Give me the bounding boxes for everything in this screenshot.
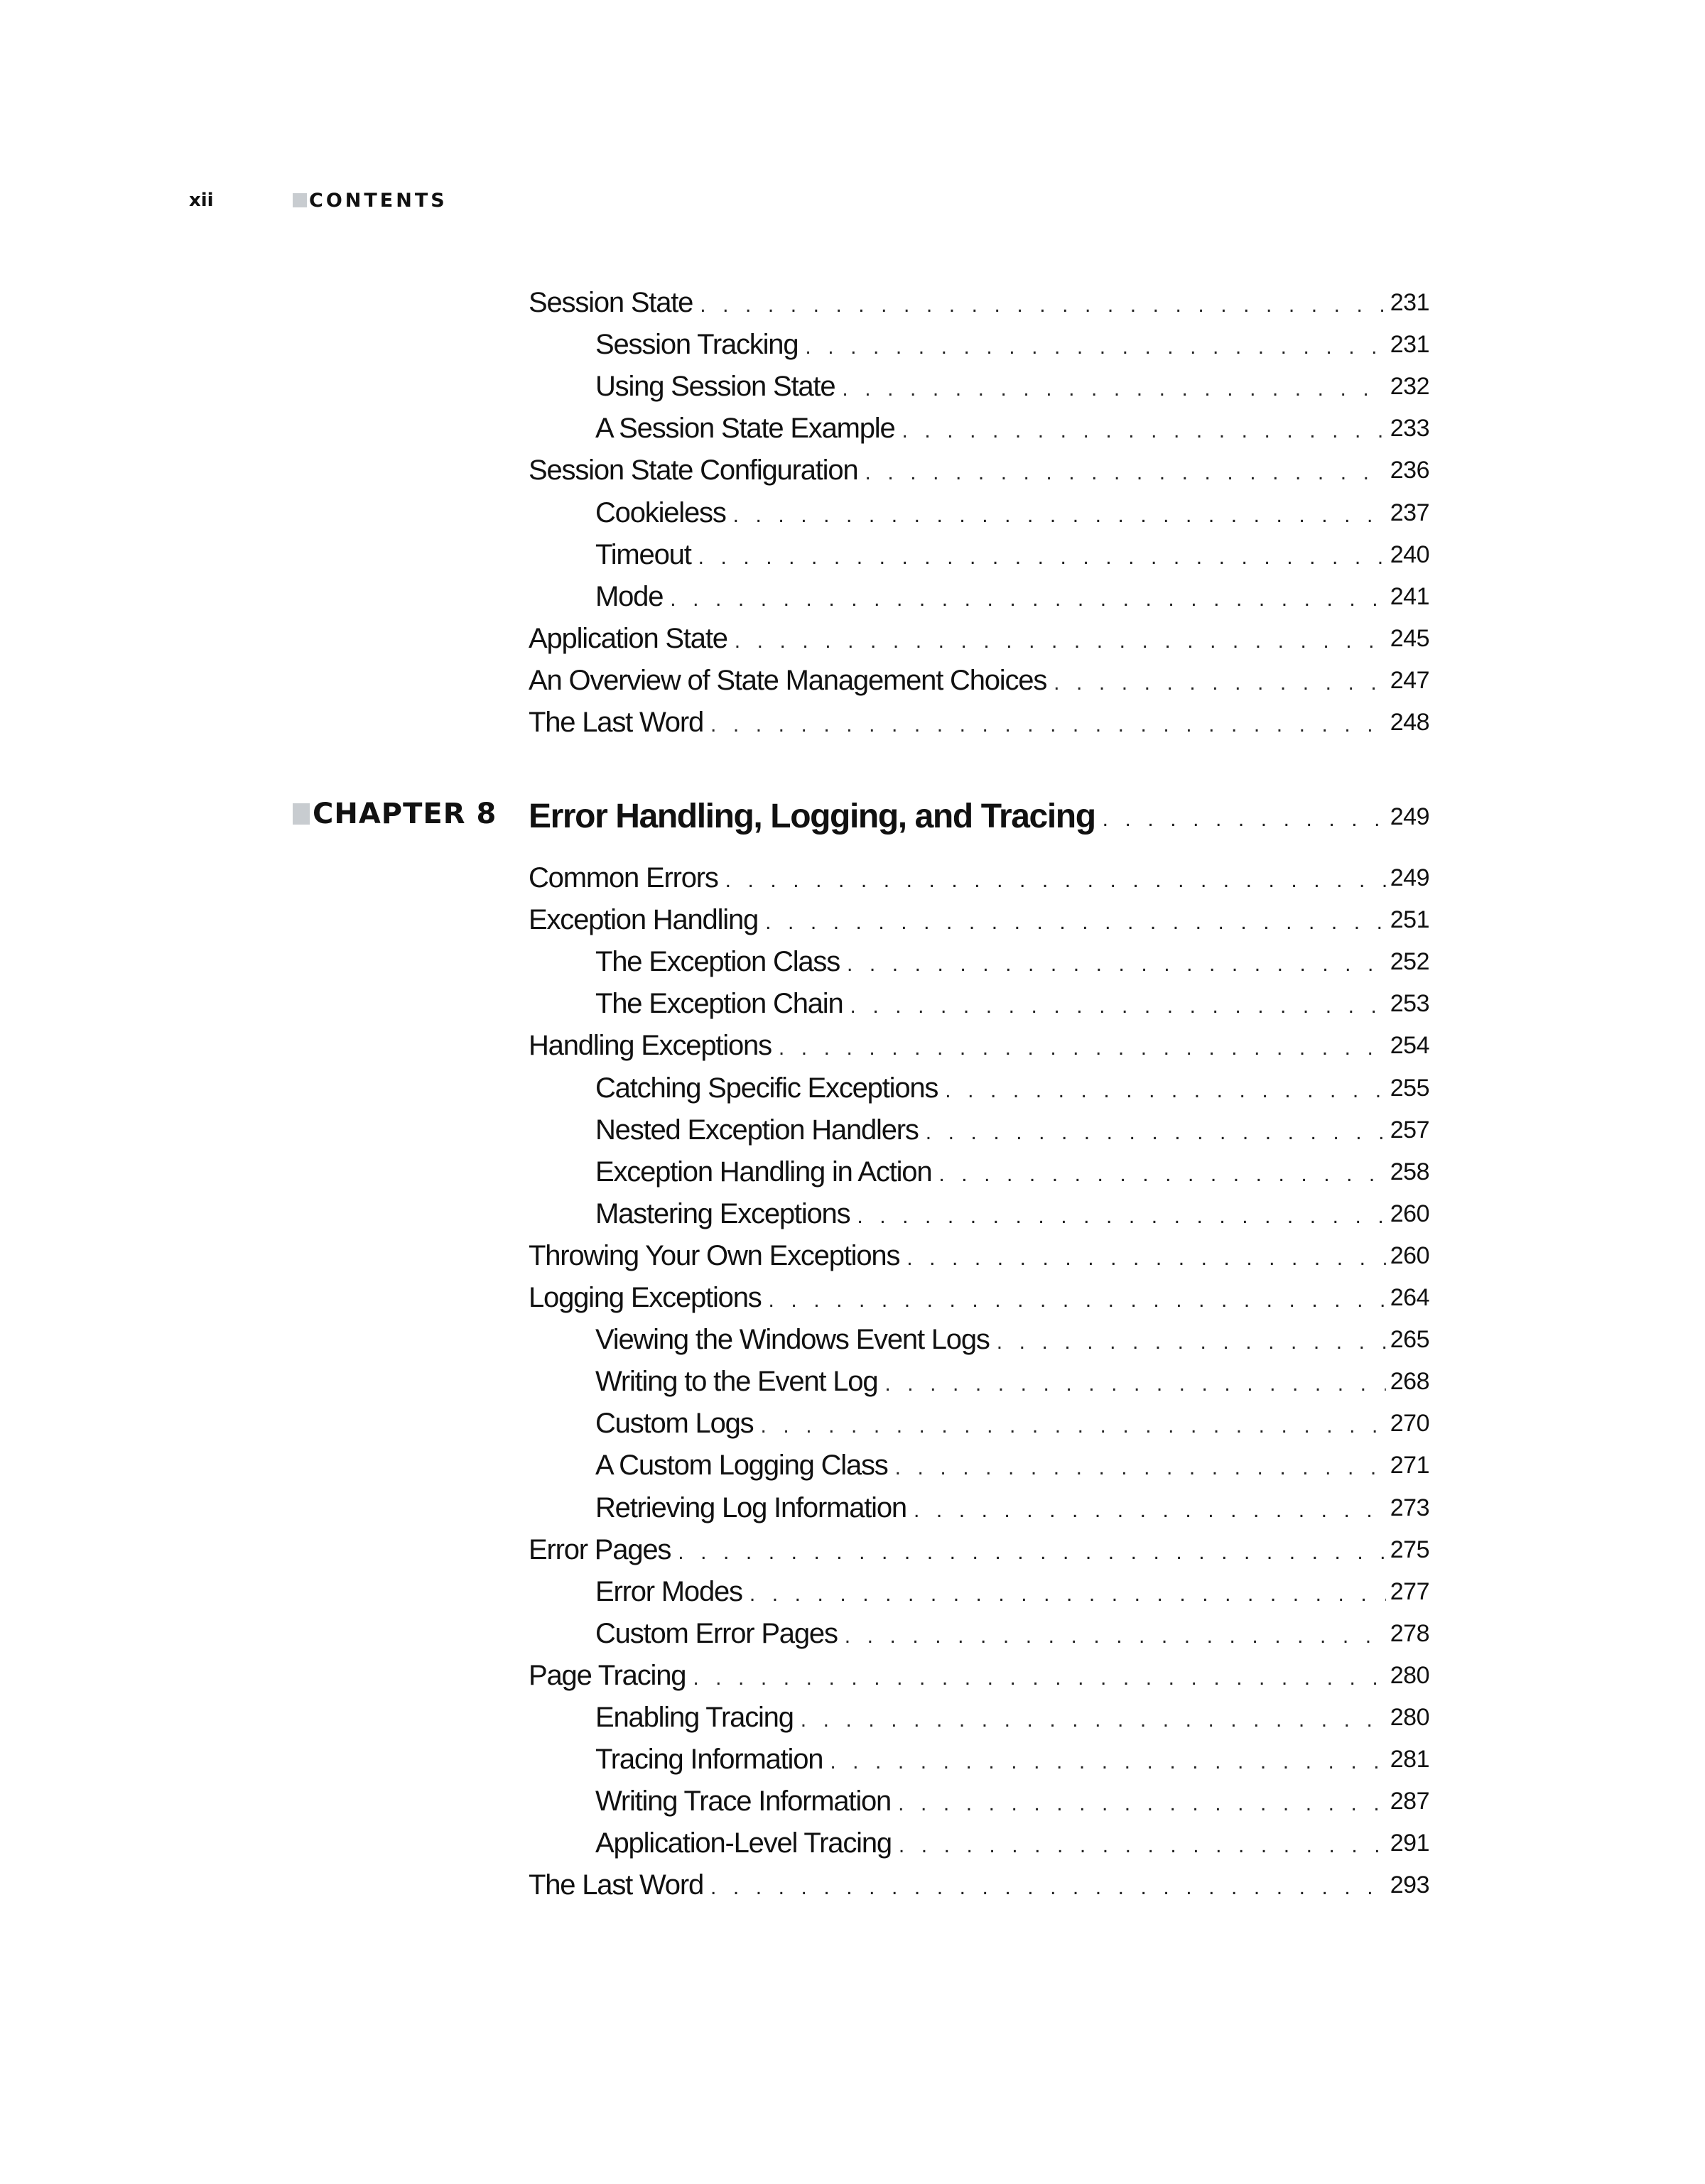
toc-entry-page: 258	[1390, 1158, 1429, 1185]
toc-entry-page: 281	[1390, 1746, 1429, 1773]
toc-entry-title: Application-Level Tracing	[595, 1827, 892, 1859]
chapter-title: Error Handling, Logging, and Tracing	[529, 798, 1095, 835]
toc-entry[interactable]	[529, 619, 1429, 658]
toc-entry-page: 270	[1390, 1410, 1429, 1438]
dot-leader	[794, 1703, 1386, 1737]
toc-entry[interactable]	[595, 1110, 1429, 1150]
toc-entry-page: 260	[1390, 1200, 1429, 1227]
toc-entry-page: 253	[1390, 990, 1429, 1018]
toc-entry[interactable]	[595, 1697, 1429, 1737]
toc-entry[interactable]	[595, 1362, 1429, 1401]
dot-leader	[703, 708, 1386, 742]
running-head-section: CONTENTS	[309, 189, 448, 212]
toc-entry[interactable]	[595, 984, 1429, 1023]
dot-leader	[703, 1871, 1386, 1905]
toc-entry-title: A Session State Example	[595, 413, 895, 445]
toc-entry-page: 260	[1390, 1242, 1429, 1269]
dot-leader	[840, 947, 1386, 982]
toc-entry-page: 278	[1390, 1619, 1429, 1647]
dot-leader	[686, 1661, 1385, 1695]
toc-entry-title: Catching Specific Exceptions	[595, 1072, 938, 1104]
toc-entry-title: Mastering Exceptions	[595, 1197, 850, 1229]
toc-entry[interactable]	[529, 1656, 1429, 1695]
toc-entry-page: 265	[1390, 1326, 1429, 1354]
dot-leader	[931, 1158, 1385, 1192]
dot-leader	[758, 906, 1386, 940]
toc-entry-page: 275	[1390, 1536, 1429, 1563]
toc-entry[interactable]	[595, 1781, 1429, 1821]
toc-entry-title: Throwing Your Own Exceptions	[529, 1239, 900, 1271]
toc-entry-title: Error Pages	[529, 1533, 671, 1565]
toc-entry-title: Exception Handling in Action	[595, 1156, 932, 1188]
toc-entry-title: Using Session State	[595, 371, 835, 403]
toc-entry-page: 231	[1390, 289, 1429, 316]
dot-leader	[919, 1116, 1386, 1150]
dot-leader	[726, 499, 1386, 533]
toc-entry-page: 233	[1390, 415, 1429, 442]
toc-entry[interactable]	[595, 1320, 1429, 1359]
toc-entry-page: 255	[1390, 1074, 1429, 1102]
toc-entry[interactable]	[595, 1572, 1429, 1612]
toc-entry[interactable]	[529, 1278, 1429, 1318]
toc-entry[interactable]	[595, 1403, 1429, 1443]
toc-entry[interactable]	[595, 1739, 1429, 1779]
dot-leader	[798, 330, 1385, 364]
toc-entry-page: 245	[1390, 624, 1429, 652]
chapter-title-entry[interactable]	[529, 794, 1429, 837]
toc-entry[interactable]	[595, 408, 1429, 448]
dot-leader	[906, 1494, 1386, 1528]
dot-leader	[727, 624, 1386, 658]
toc-entry[interactable]	[595, 1068, 1429, 1108]
dot-leader	[1046, 666, 1386, 700]
toc-entry[interactable]	[595, 1194, 1429, 1234]
toc-entry-page: 291	[1390, 1830, 1429, 1857]
toc-entry-title: Cookieless	[595, 496, 726, 528]
toc-entry-title: Session State Configuration	[529, 455, 858, 487]
toc-entry[interactable]	[595, 942, 1429, 982]
toc-entry-page: 293	[1390, 1871, 1429, 1899]
toc-entry[interactable]	[529, 450, 1429, 490]
toc-entry-page: 268	[1390, 1368, 1429, 1396]
dot-leader	[835, 372, 1385, 406]
toc-entry-title: Tracing Information	[595, 1744, 823, 1776]
toc-entry-page: 264	[1390, 1284, 1429, 1311]
dot-leader	[938, 1074, 1386, 1108]
dot-leader	[762, 1283, 1386, 1318]
toc-entry-title: Enabling Tracing	[595, 1702, 794, 1733]
toc-entry-page: 251	[1390, 906, 1429, 934]
toc-entry-page: 287	[1390, 1788, 1429, 1815]
toc-entry-page: 257	[1390, 1116, 1429, 1143]
toc-entry-page: 237	[1390, 499, 1429, 526]
toc-entry[interactable]	[595, 1823, 1429, 1863]
dot-leader	[753, 1409, 1385, 1443]
toc-entry-page: 280	[1390, 1704, 1429, 1731]
toc-entry-page: 252	[1390, 948, 1429, 976]
toc-entry-title: A Custom Logging Class	[595, 1450, 888, 1482]
toc-entry-title: Mode	[595, 580, 664, 612]
toc-entry-title: Timeout	[595, 538, 691, 570]
toc-entry-title: Exception Handling	[529, 904, 759, 936]
dot-leader	[888, 1451, 1386, 1485]
dot-leader	[843, 989, 1386, 1023]
toc-entry-page: 240	[1390, 540, 1429, 568]
toc-entry-page: 254	[1390, 1032, 1429, 1060]
toc-entry-title: Page Tracing	[529, 1659, 686, 1691]
toc-entry-title: Handling Exceptions	[529, 1030, 772, 1062]
toc-entry-title: Error Modes	[595, 1575, 742, 1607]
dot-leader	[850, 1200, 1385, 1234]
toc-entry-title: The Exception Class	[595, 946, 840, 978]
toc-entry-title: Logging Exceptions	[529, 1282, 762, 1313]
toc-entry[interactable]	[595, 1488, 1429, 1528]
toc-entry-title: The Last Word	[529, 1869, 704, 1901]
dot-leader	[742, 1577, 1386, 1612]
toc-entry[interactable]	[595, 325, 1429, 364]
toc-entry[interactable]	[529, 1236, 1429, 1276]
toc-entry[interactable]	[529, 858, 1429, 898]
dot-leader	[1095, 803, 1386, 837]
toc-entry-title: Nested Exception Handlers	[595, 1114, 919, 1146]
page-number: xii	[189, 190, 214, 211]
toc-entry-title: An Overview of State Management Choices	[529, 664, 1047, 696]
toc-entry-title: Viewing the Windows Event Logs	[595, 1324, 990, 1356]
toc-entry-page: 241	[1390, 582, 1429, 610]
toc-entry[interactable]	[595, 1614, 1429, 1653]
dot-leader	[693, 288, 1386, 322]
toc-entry-title: Session Tracking	[595, 329, 799, 361]
toc-entry-page: 248	[1390, 709, 1429, 736]
dot-leader	[892, 1829, 1386, 1863]
toc-entry-title: Retrieving Log Information	[595, 1492, 906, 1523]
toc-entry[interactable]	[595, 366, 1429, 406]
toc-entry-page: 236	[1390, 457, 1429, 484]
dot-leader	[990, 1325, 1386, 1359]
chapter-marker	[293, 803, 310, 825]
toc-entry[interactable]	[529, 1865, 1429, 1905]
chapter-page-number: 249	[1390, 803, 1429, 830]
toc-entry-title: Session State	[529, 287, 693, 318]
toc-entry[interactable]	[595, 577, 1429, 616]
dot-leader	[899, 1242, 1386, 1276]
toc-entry-page: 273	[1390, 1494, 1429, 1521]
toc-entry-page: 277	[1390, 1577, 1429, 1605]
toc-entry-page: 271	[1390, 1452, 1429, 1479]
toc-entry-page: 249	[1390, 864, 1429, 891]
chapter-number: CHAPTER 8	[313, 798, 497, 830]
dot-leader	[857, 456, 1385, 490]
toc-entry-title: Common Errors	[529, 862, 718, 893]
toc-entry-title: The Exception Chain	[595, 988, 843, 1020]
toc-entry[interactable]	[595, 1152, 1429, 1192]
toc-entry[interactable]	[529, 1530, 1429, 1570]
dot-leader	[877, 1367, 1385, 1401]
toc-entry-title: Custom Logs	[595, 1408, 754, 1440]
dot-leader	[718, 864, 1386, 898]
toc-entry-title: The Last Word	[529, 707, 704, 738]
toc-entry-page: 232	[1390, 373, 1429, 401]
dot-leader	[838, 1619, 1386, 1653]
toc-entry[interactable]	[595, 493, 1429, 533]
toc-entry-title: Custom Error Pages	[595, 1617, 838, 1649]
toc-entry[interactable]	[529, 702, 1429, 742]
toc-entry[interactable]	[595, 1445, 1429, 1485]
dot-leader	[891, 1787, 1386, 1821]
toc-entry-title: Writing Trace Information	[595, 1786, 892, 1818]
toc-entry-title: Application State	[529, 622, 727, 654]
toc-entry-page: 280	[1390, 1661, 1429, 1689]
dot-leader	[671, 1536, 1386, 1570]
dot-leader	[895, 414, 1386, 448]
toc-entry[interactable]	[595, 535, 1429, 575]
toc-entry[interactable]	[529, 661, 1429, 700]
dot-leader	[663, 582, 1386, 616]
toc-entry-page: 231	[1390, 331, 1429, 359]
toc-entry-title: Writing to the Event Log	[595, 1366, 878, 1398]
toc-entry[interactable]	[529, 1026, 1429, 1065]
dot-leader	[823, 1745, 1385, 1779]
toc-entry-page: 247	[1390, 666, 1429, 694]
toc-entry[interactable]	[529, 283, 1429, 322]
dot-leader	[691, 540, 1386, 575]
toc-entry[interactable]	[529, 900, 1429, 940]
chapter-label	[293, 794, 497, 834]
dot-leader	[772, 1031, 1386, 1065]
